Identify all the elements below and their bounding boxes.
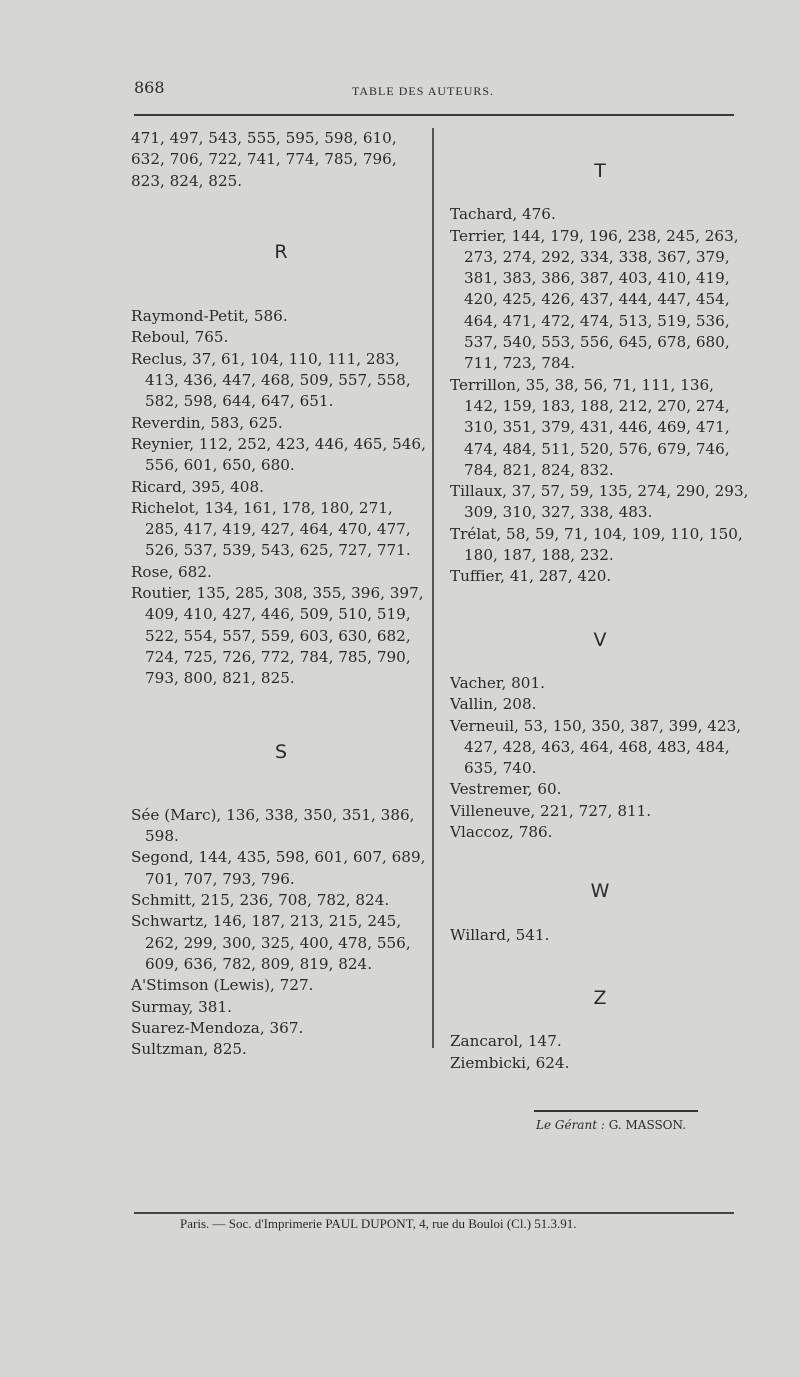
gerant-label: Le Gérant : [536, 1118, 605, 1132]
index-entry: Tuffier, 41, 287, 420. [450, 567, 612, 586]
index-entry: Schwartz, 146, 187, 213, 215, 245, 262, 299, 300, 325, 400, 478, 556, 609, 636, 782, 809, 819, 824. [131, 912, 411, 973]
index-entry: Reclus, 37, 61, 104, 110, 111, 283, 413, 436, 447, 468, 509, 557, 558, 582, 598, 644, 647, 651. [131, 349, 411, 411]
index-entry: Zancarol, 147. [450, 1032, 562, 1051]
index-entry: Segond, 144, 435, 598, 601, 607, 689, 701, 707, 793, 796. [131, 848, 426, 888]
index-entry: Sultzman, 825. [131, 1040, 247, 1059]
section-letter-z: Z [593, 986, 607, 1009]
index-entry: Reynier, 112, 252, 423, 446, 465, 546, 556, 601, 650, 680. [131, 434, 426, 475]
continued-line: 471, 497, 543, 555, 595, 598, 610, [131, 129, 397, 147]
index-entry: Richelot, 134, 161, 178, 180, 271, 285, 417, 419, 427, 464, 470, 477, 526, 537, 539, 543, 625, 727, 771. [131, 498, 411, 560]
index-entry: Raymond-Petit, 586. [131, 307, 288, 326]
left-column [131, 128, 431, 1060]
index-entry: Ziembicki, 624. [450, 1053, 570, 1072]
header-rule [134, 114, 734, 116]
index-entry: Vacher, 801. [450, 673, 545, 692]
index-entry: Verneuil, 53, 150, 350, 387, 399, 423, 427, 428, 463, 464, 468, 483, 484, 635, 740. [450, 716, 742, 778]
footer-rule [134, 1212, 734, 1214]
index-entry: A'Stimson (Lewis), 727. [131, 976, 314, 995]
section-letter-t: T [594, 160, 606, 182]
right-column [450, 128, 750, 1074]
section-letter-w: W [590, 880, 610, 903]
continued-line: 632, 706, 722, 741, 774, 785, 796, [131, 150, 397, 169]
page-number: 868 [134, 78, 165, 97]
continued-entry [131, 128, 431, 192]
index-entry: Tachard, 476. [450, 205, 556, 224]
index-entry: Tillaux, 37, 57, 59, 135, 274, 290, 293, 309, 310, 327, 338, 483. [450, 482, 749, 522]
index-entry: Willard, 541. [450, 925, 550, 944]
printer-imprint: Paris. — Soc. d'Imprimerie PAUL DUPONT, 4, rue du Bouloi (Cl.) 51.3.91. [180, 1216, 577, 1231]
section-letter-r: R [274, 240, 288, 263]
index-entry: Ricard, 395, 408. [131, 477, 264, 496]
signature-rule [534, 1110, 698, 1112]
index-entry: Rose, 682. [131, 562, 212, 581]
section-letter-v: V [593, 628, 607, 651]
index-entry: Reboul, 765. [131, 328, 229, 347]
section-letter-s: S [274, 740, 288, 763]
index-entry: Terrier, 144, 179, 196, 238, 245, 263, 273, 274, 292, 334, 338, 367, 379, 381, 383, 386, 387, 403, 410, 419, 420, 425, 426, 437, 444, 447, 454, 464, 471, 472, 474, 513, 519, 536, 537, 540, 553, 556, 645, 678, 680, 711, 723, 784. [450, 226, 739, 373]
index-entry: Reverdin, 583, 625. [131, 413, 283, 432]
continued-line: 823, 824, 825. [131, 171, 243, 190]
column-divider [432, 128, 434, 1048]
running-title: TABLE DES AUTEURS. [352, 84, 495, 98]
index-entry: Schmitt, 215, 236, 708, 782, 824. [131, 891, 390, 910]
index-entry: Trélat, 58, 59, 71, 104, 109, 110, 150, 180, 187, 188, 232. [450, 524, 743, 565]
index-entry: Routier, 135, 285, 308, 355, 396, 397, 409, 410, 427, 446, 509, 510, 519, 522, 554, 557, 559, 603, 630, 682, 724, 725, 726, 772, 784, 785, 790, 793, 800, 821, 825. [131, 584, 424, 688]
index-entry: Vlaccoz, 786. [450, 823, 553, 842]
index-entry: Vestremer, 60. [450, 780, 562, 799]
gerant-name: G. MASSON. [608, 1118, 687, 1132]
index-entry: Sée (Marc), 136, 338, 350, 351, 386, 598. [131, 805, 415, 846]
index-entry: Villeneuve, 221, 727, 811. [450, 801, 652, 820]
index-entry: Surmay, 381. [131, 997, 232, 1016]
index-entry: Vallin, 208. [450, 695, 537, 714]
gerant-signature [536, 1118, 686, 1132]
index-entry: Suarez-Mendoza, 367. [131, 1018, 304, 1037]
index-entry: Terrillon, 35, 38, 56, 71, 111, 136, 142, 159, 183, 188, 212, 270, 274, 310, 351, 379, 431, 446, 469, 471, 474, 484, 511, 520, 576, 679, 746, 784, 821, 824, 832. [450, 375, 730, 479]
